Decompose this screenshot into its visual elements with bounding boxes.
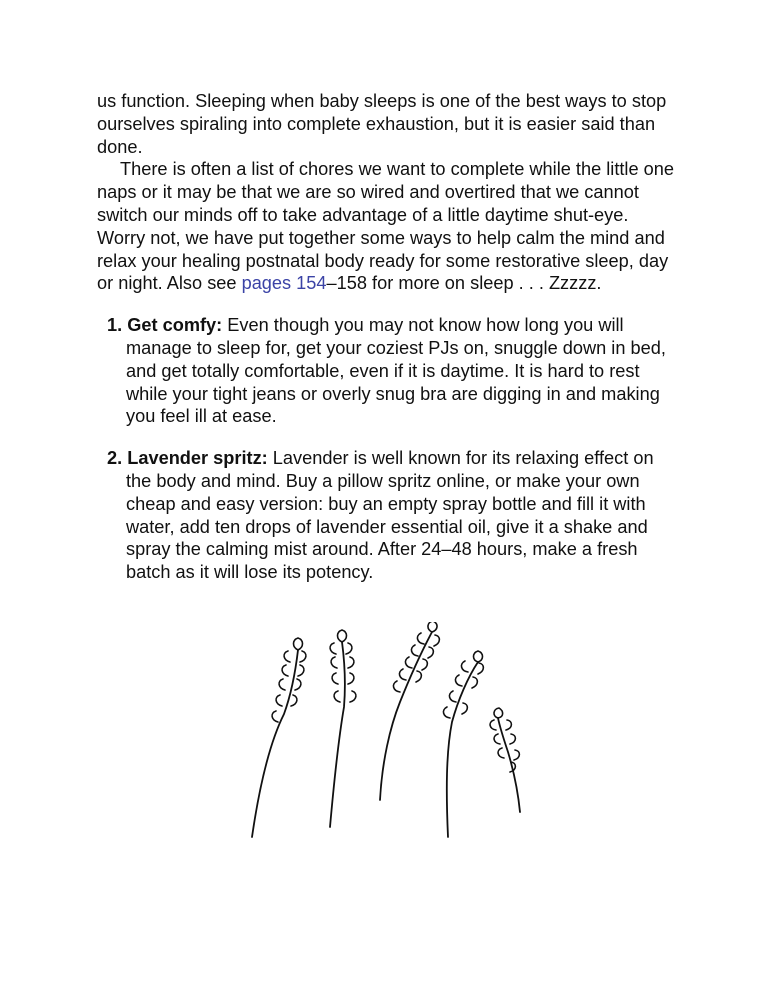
lavender-sprig-icon [490,708,520,812]
lavender-sprig-icon [330,630,356,827]
tips-list [97,314,677,584]
lavender-sprig-icon [443,651,483,837]
tip-title: Get comfy: [127,315,223,336]
tip-title: Lavender spritz: [127,448,268,469]
intro-paragraph-2-text: There is often a list of chores we want to complete while the little one naps or it may be that we are so wired and overtired that we cannot switch our minds off to take advantage of a little daytime shut-eye. Worry not, we have put together some ways to help calm the mind and relax your healing postnatal body ready for some restorative sleep, day or night. Also see [97,159,674,294]
tip-item-lavender-spritz [97,447,677,584]
lavender-sprigs-illustration [240,622,540,847]
tip-item-get-comfy [97,314,677,428]
page-text [97,90,677,603]
tip-text: Even though you may not know how long you will manage to sleep for, get your coziest PJs on, snuggle down in bed, and get totally comfortable, even if it is daytime. It is hard to rest while your tight jeans or overly snug bra are digging in and making you feel ill at ease. [126,315,666,427]
pages-cross-reference-link[interactable]: pages 154 [241,273,327,294]
lavender-sprig-icon [252,638,306,837]
tip-text: Lavender is well known for its relaxing effect on the body and mind. Buy a pillow spritz online, or make your own cheap and easy version: buy an empty spray bottle and fill it with water, add ten drops of lavender essential oil, give it a shake and spray the calming mist around. After 24–48 hours, make a fresh batch as it will lose its potency. [126,448,654,583]
tip-number: 1. [107,315,123,336]
intro-paragraph-1: us function. Sleeping when baby sleeps is one of the best ways to stop ourselves spiraling into complete exhaustion, but it is easier said than done. [97,91,667,157]
tip-number: 2. [107,448,123,469]
intro-paragraph-2 [97,158,677,295]
lavender-sprig-icon [380,622,439,800]
intro-paragraph-2-text-end: –158 for more on sleep . . . Zzzzz. [326,273,602,294]
